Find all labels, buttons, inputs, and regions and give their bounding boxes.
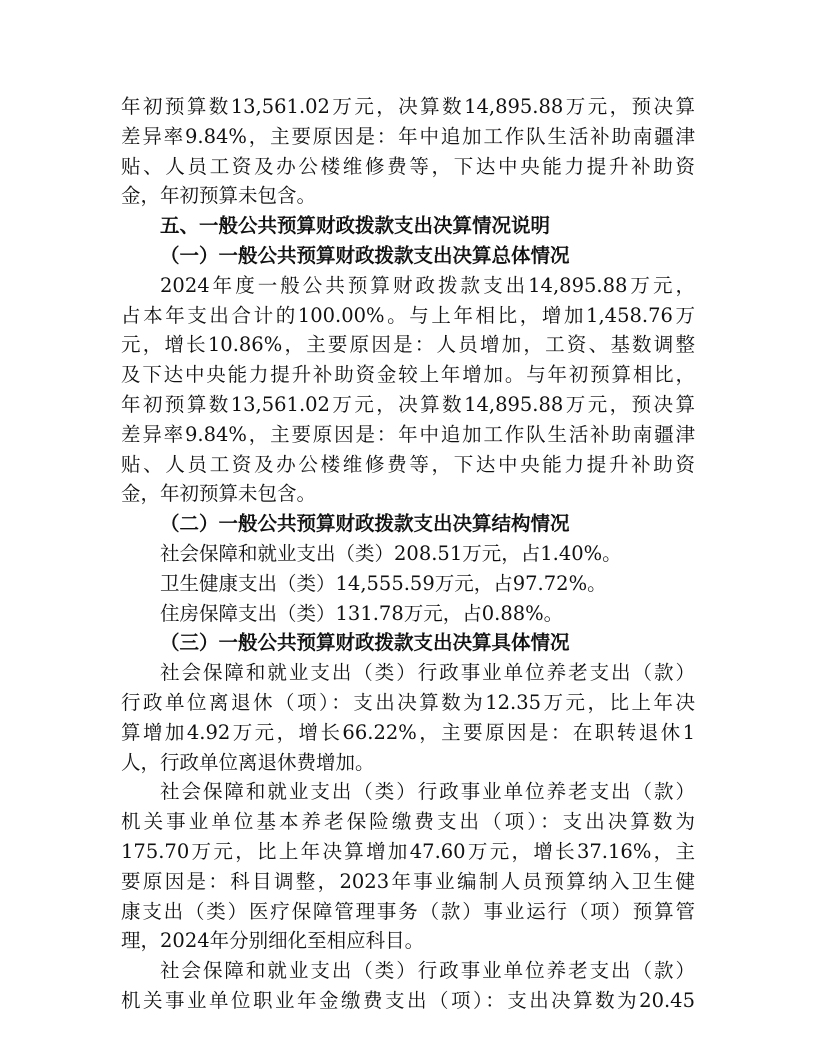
structure-item: 社会保障和就业支出（类）208.51万元，占1.40%。 <box>160 541 622 565</box>
text-line: 社会保障和就业支出（类）行政事业单位养老支出（款） <box>160 780 695 804</box>
text-line: 元，增长10.86%，主要原因是：人员增加，工资、基数调整 <box>121 333 695 357</box>
text-line: 算增加4.92万元，增长66.22%，主要原因是：在职转退休1 <box>121 720 695 744</box>
overall-paragraph <box>121 271 695 509</box>
text-line: 行政单位离退休（项）：支出决算数为12.35万元，比上年决 <box>121 690 695 714</box>
detail-paragraph-pension-insurance <box>121 777 695 956</box>
text-line: 差异率9.84%，主要原因是：年中追加工作队生活补助南疆津 <box>121 422 695 446</box>
text-line: 康支出（类）医疗保障管理事务（款）事业运行（项）预算管 <box>121 899 695 923</box>
text-line: 理，2024年分别细化至相应科目。 <box>121 929 425 953</box>
detail-paragraph-retirement <box>121 658 695 777</box>
text-line: 社会保障和就业支出（类）行政事业单位养老支出（款） <box>160 661 695 685</box>
text-line: 贴、人员工资及办公楼维修费等，下达中央能力提升补助资 <box>121 452 695 476</box>
text-line: 金，年初预算未包含。 <box>121 184 317 208</box>
structure-item: 卫生健康支出（类）14,555.59万元，占97.72%。 <box>160 571 607 595</box>
text-line: 占本年支出合计的100.00%。与上年相比，增加1,458.76万 <box>121 303 695 327</box>
text-line: 175.70万元，比上年决算增加47.60万元，增长37.16%，主 <box>121 839 695 863</box>
text-line: 年初预算数13,561.02万元，决算数14,895.88万元，预决算 <box>121 95 695 118</box>
text-line: 贴、人员工资及办公楼维修费等，下达中央能力提升补助资 <box>121 154 695 178</box>
text-line: 2024年度一般公共预算财政拨款支出14,895.88万元， <box>160 273 695 297</box>
subsection-heading-detail: （三）一般公共预算财政拨款支出决算具体情况 <box>160 631 570 655</box>
text-line: 要原因是：科目调整，2023年事业编制人员预算纳入卫生健 <box>121 869 695 893</box>
text-line: 机关事业单位基本养老保险缴费支出（项）：支出决算数为 <box>121 810 695 834</box>
subsection-heading-overall: （一）一般公共预算财政拨款支出决算总体情况 <box>160 243 570 267</box>
text-line: 社会保障和就业支出（类）行政事业单位养老支出（款） <box>160 959 695 983</box>
text-line: 金，年初预算未包含。 <box>121 482 317 506</box>
document-page <box>121 92 695 1016</box>
intro-paragraph <box>121 92 695 211</box>
text-line: 机关事业单位职业年金缴费支出（项）：支出决算数为20.45 <box>121 988 695 1012</box>
structure-list <box>121 539 695 628</box>
text-line: 年初预算数13,561.02万元，决算数14,895.88万元，预决算 <box>121 392 695 416</box>
text-line: 人，行政单位离退休费增加。 <box>121 750 375 774</box>
subsection-heading-structure: （二）一般公共预算财政拨款支出决算结构情况 <box>160 512 570 536</box>
section-heading: 五、一般公共预算财政拨款支出决算情况说明 <box>160 214 551 238</box>
text-line: 差异率9.84%，主要原因是：年中追加工作队生活补助南疆津 <box>121 124 695 148</box>
structure-item: 住房保障支出（类）131.78万元，占0.88%。 <box>160 601 564 625</box>
detail-paragraph-occupational-annuity <box>121 956 695 1016</box>
text-line: 及下达中央能力提升补助资金较上年增加。与年初预算相比， <box>121 363 695 387</box>
